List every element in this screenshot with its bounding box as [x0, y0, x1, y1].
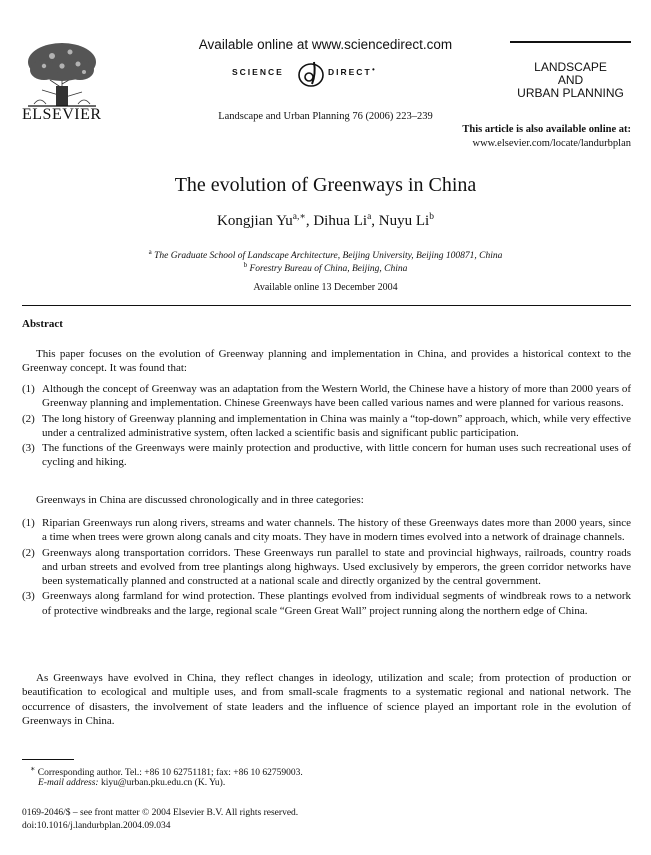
publisher-name: ELSEVIER	[22, 106, 102, 123]
findings-item	[22, 412, 631, 441]
abstract-paragraph-3: As Greenways have evolved in China, they reflect changes in ideology, utilization and scale; from protection of production or beautification to ecological and multiple uses, and from small-scale fragments to a systematic regional and national network. The occurrence of disasters, the involvement of state leaders and the influence of science played an important role in the evolution of Greenways in China.	[22, 672, 631, 727]
author-list	[0, 211, 651, 230]
author-affiliation-mark: b	[429, 212, 434, 222]
list-text: The long history of Greenway planning and implementation in China was mainly a “top-down” approach, which, while very effective under a centralized administrative system, often lacked a scientific basis and significant public participation.	[42, 412, 631, 439]
list-number: (3)	[22, 442, 35, 455]
journal-name-line-2: AND	[557, 73, 584, 87]
author-separator: ,	[305, 213, 314, 229]
available-online-text: Available online at www.sciencedirect.com	[198, 37, 453, 52]
findings-item	[22, 382, 631, 411]
also-available-text: This article is also available online at:	[462, 124, 631, 135]
copyright-line: 0169-2046/$ – see front matter © 2004 Elsevier B.V. All rights reserved.	[22, 808, 299, 818]
journal-url[interactable]: www.elsevier.com/locate/landurbplan	[472, 138, 631, 149]
email-address[interactable]: kiyu@urban.pku.edu.cn (K. Yu).	[100, 778, 226, 788]
footnote-mark: ∗	[30, 764, 36, 773]
category-item	[22, 589, 631, 618]
list-text: Greenways along farmland for wind protection. These plantings evolved from individual segments of windbreak rows to a network of protective windbreaks and the large, regional scale “Green Great Wall” project running along the northern edge of China.	[42, 590, 631, 617]
article-title: The evolution of Greenways in China	[174, 174, 477, 196]
corresponding-author-note	[30, 764, 303, 778]
sciencedirect-logo-right: DIRECT	[328, 67, 372, 77]
list-text: Greenways along transportation corridors. These Greenways run parallel to state and provincial highways, railroads, country roads and urban streets and evolved from tree plantings along highways. Used exclusively by emperors, the green corridor networks have been systematically planned and constructed at a national scale and directly organized by the central government.	[42, 546, 631, 588]
author-separator: ,	[371, 213, 379, 229]
footnote-rule	[22, 759, 74, 760]
author-affiliation-mark: a	[367, 212, 372, 222]
email-label: E-mail address:	[38, 778, 99, 788]
author-affiliation-mark: a,∗	[292, 212, 306, 222]
list-number: (2)	[22, 412, 35, 425]
affiliation-mark: a	[148, 248, 152, 256]
abstract-paragraph-2: Greenways in China are discussed chronologically and in three categories:	[36, 494, 364, 506]
list-number: (1)	[22, 517, 35, 529]
category-item	[22, 516, 631, 545]
journal-name-line-3: URBAN PLANNING	[517, 86, 624, 100]
list-text: Riparian Greenways run along rivers, streams and water channels. The history of these Greenways dates more than 2000 years, since a time when trees were grown along canals and city moats. They have in modern times evolved into a network of drainage channels.	[42, 517, 631, 544]
list-number: (3)	[22, 590, 35, 603]
list-text: The functions of the Greenways were mainly protection and productive, with little concern for human uses such recreational uses of cycling and hiking.	[42, 442, 631, 469]
list-text: Although the concept of Greenway was an adaptation from the Western World, the Chinese have a history of more than 2000 years of Greenway planning and implementation. Chinese Greenways have been called various names and were planned for various reasons.	[42, 383, 631, 410]
affiliation-a	[0, 248, 651, 261]
header-divider	[22, 305, 631, 306]
abstract-heading: Abstract	[22, 318, 63, 330]
sciencedirect-logo	[232, 58, 422, 90]
list-number: (2)	[22, 546, 35, 559]
available-date: Available online 13 December 2004	[253, 282, 398, 293]
journal-name	[510, 61, 631, 100]
sciencedirect-dot-icon: •	[372, 65, 375, 74]
findings-list	[22, 382, 631, 471]
journal-name-rule	[510, 41, 631, 43]
sciencedirect-d-icon	[296, 58, 326, 90]
abstract-paragraph-1: This paper focuses on the evolution of Greenway planning and implementation in China, and provides a historical context to the Greenway concept. It was found that:	[22, 348, 631, 375]
affiliation-b	[0, 261, 651, 274]
author-name: Nuyu Li	[378, 213, 430, 229]
journal-name-line-1: LANDSCAPE	[534, 60, 607, 74]
affiliation-text: Forestry Bureau of China, Beijing, China	[249, 264, 408, 275]
findings-item	[22, 441, 631, 470]
journal-reference: Landscape and Urban Planning 76 (2006) 223–239	[218, 111, 433, 122]
affiliation-mark: b	[243, 261, 248, 269]
doi-link[interactable]: doi:10.1016/j.landurbplan.2004.09.034	[22, 821, 171, 831]
category-item	[22, 546, 631, 589]
author-name: Kongjian Yu	[217, 213, 293, 229]
sciencedirect-logo-left: SCIENCE	[232, 67, 284, 77]
affiliation-text: The Graduate School of Landscape Architecture, Beijing University, Beijing 100871, China	[154, 251, 503, 262]
categories-list	[22, 516, 631, 619]
list-number: (1)	[22, 383, 35, 395]
email-note	[38, 778, 225, 788]
author-name: Dihua Li	[313, 213, 368, 229]
corresponding-author-text: Corresponding author. Tel.: +86 10 62751181; fax: +86 10 62759003.	[37, 768, 303, 779]
